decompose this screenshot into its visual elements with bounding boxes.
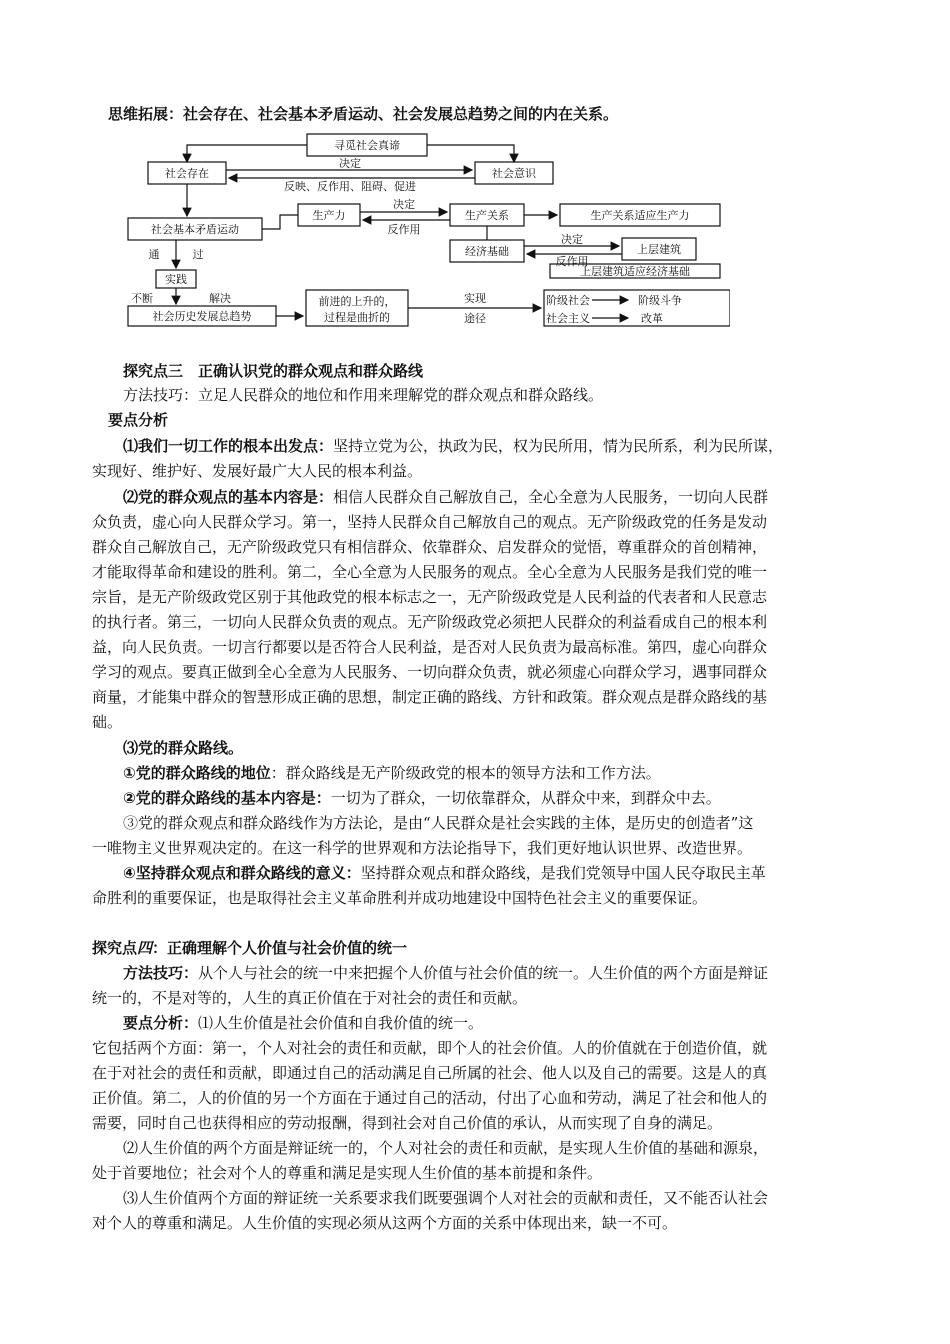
diagram-label: 实践 xyxy=(165,273,187,286)
diagram-label: 实现 xyxy=(464,292,486,305)
diagram-label: 决定 xyxy=(393,198,415,211)
paragraph-line: 正价值。第二，人的价值的另一个方面在于通过自己的活动，付出了心血和劳动，满足了社会和他人的 xyxy=(92,1089,768,1107)
paragraph-line: 要点分析：⑴人生价值是社会价值和自我价值的统一。 xyxy=(123,1014,484,1032)
paragraph-line: 学习的观点。要真正做到全心全意为人民服务、一切向群众负责，就必须虚心向群众学习，遇事同群众 xyxy=(92,663,768,681)
diagram-label: 改革 xyxy=(641,312,663,325)
paragraph-line: 处于首要地位；社会对个人的尊重和满足是实现人生价值的基本前提和条件。 xyxy=(92,1164,603,1182)
diagram-label: 生产关系 xyxy=(465,209,509,222)
diagram-label: 决定 xyxy=(561,233,583,246)
paragraph-line: 群众自己解放自己，无产阶级政党只有相信群众、依靠群众、启发群众的觉悟，尊重群众的首创精神， xyxy=(92,538,768,556)
diagram-label: 阶级斗争 xyxy=(638,294,682,307)
section4-title: 探究点四：正确理解个人价值与社会价值的统一 xyxy=(92,939,408,957)
paragraph-line: ⑴我们一切工作的根本出发点：坚持立党为公，执政为民，权为民所用，情为民所系，利为民所谋， xyxy=(123,437,784,455)
paragraph-line: 它包括两个方面：第一，个人对社会的责任和贡献，即个人的社会价值。人的价值就在于创造价值，就 xyxy=(92,1039,768,1057)
diagram-label: 反映、反作用、阻碍、促进 xyxy=(284,180,416,193)
diagram-label: 生产力 xyxy=(312,209,346,222)
section3-method: 方法技巧：立足人民群众的地位和作用来理解党的群众观点和群众路线。 xyxy=(123,386,604,404)
diagram-label: 途径 xyxy=(464,312,486,325)
diagram-label: 社会意识 xyxy=(492,167,536,180)
paragraph-line: ③党的群众观点和群众路线作为方法论，是由“人民群众是社会实践的主体，是历史的创造者”这 xyxy=(123,814,754,832)
paragraph-line: ⑶党的群众路线。 xyxy=(123,739,244,757)
section-heading: 思维拓展：社会存在、社会基本矛盾运动、社会发展总趋势之间的内在关系。 xyxy=(108,105,619,123)
paragraph-line: 对个人的尊重和满足。人生价值的实现必须从这两个方面的关系中体现出来，缺一不可。 xyxy=(92,1214,678,1232)
paragraph-line: 础。 xyxy=(92,713,123,731)
diagram-label: 决定 xyxy=(339,157,361,170)
diagram-label: 前进的上升的， xyxy=(318,295,396,308)
diagram-label: 社会历史发展总趋势 xyxy=(152,310,252,323)
diagram-label: 生产关系适应生产力 xyxy=(590,209,690,222)
diagram-label: 寻觅社会真谛 xyxy=(334,139,400,152)
paragraph-line: 益，向人民负责。一切言行都要以是否符合人民利益，是否对人民负责为最高标准。第四，虚心向群众 xyxy=(92,638,768,656)
paragraph-line: 宗旨，是无产阶级政党区别于其他政党的根本标志之一，无产阶级政党是人民利益的代表者和人民意志 xyxy=(92,588,768,606)
section3-title: 探究点三 正确认识党的群众观点和群众路线 xyxy=(123,362,424,380)
diagram-label: 解决 xyxy=(209,292,231,305)
diagram-label: 反作用 xyxy=(387,223,421,236)
paragraph-line: 需要，同时自己也获得相应的劳动报酬，得到社会对自己价值的承认，从而实现了自身的满足。 xyxy=(92,1114,723,1132)
paragraph-line: 众负责，虚心向人民群众学习。第一，坚持人民群众自己解放自己的观点。无产阶级政党的任务是发动 xyxy=(92,513,768,531)
paragraph-line: ⑶人生价值两个方面的辩证统一关系要求我们既要强调个人对社会的贡献和责任，又不能否认社会 xyxy=(123,1189,769,1207)
diagram-label: 通 xyxy=(148,248,160,261)
diagram-label: 过 xyxy=(192,248,204,261)
section3-points-title: 要点分析 xyxy=(108,411,169,429)
paragraph-line: ②党的群众路线的基本内容是：一切为了群众，一切依靠群众，从群众中来，到群众中去。 xyxy=(123,789,721,807)
diagram-label: 经济基础 xyxy=(465,245,509,258)
paragraph-line: ⑵人生价值的两个方面是辩证统一的，个人对社会的责任和贡献，是实现人生价值的基础和源泉， xyxy=(123,1139,769,1157)
paragraph-line: ⑵党的群众观点的基本内容是：相信人民群众自己解放自己，全心全意为人民服务，一切向人民群 xyxy=(123,488,769,506)
paragraph-line: 商量，才能集中群众的智慧形成正确的思想，制定正确的路线、方针和政策。群众观点是群众路线的基 xyxy=(92,688,768,706)
paragraph-line: 方法技巧：从个人与社会的统一中来把握个人价值与社会价值的统一。人生价值的两个方面是辩证 xyxy=(123,964,769,982)
paragraph-line: 的执行者。第三，一切向人民群众负责的观点。无产阶级政党必须把人民群众的利益看成自己的根本利 xyxy=(92,613,768,631)
diagram-label: 过程是曲折的 xyxy=(324,311,390,324)
diagram-label: 社会存在 xyxy=(165,167,209,180)
paragraph-line: ①党的群众路线的地位：群众路线是无产阶级政党的根本的领导方法和工作方法。 xyxy=(123,764,661,782)
diagram-label: 社会基本矛盾运动 xyxy=(151,223,239,236)
diagram-label: 不断 xyxy=(131,292,153,305)
paragraph-line: 在于对社会的责任和贡献，即通过自己的活动满足自己所属的社会、他人以及自己的需要。这是人的真 xyxy=(92,1064,768,1082)
diagram-label: 阶级社会 xyxy=(546,294,590,307)
paragraph-line: 统一的，不是对等的，人生的真正价值在于对社会的责任和贡献。 xyxy=(92,989,528,1007)
diagram-label: 反作用 xyxy=(555,255,589,268)
paragraph-line: ④坚持群众观点和群众路线的意义：坚持群众观点和群众路线，是我们党领导中国人民夺取民主革 xyxy=(123,864,766,882)
paragraph-line: 命胜利的重要保证，也是取得社会主义革命胜利并成功地建设中国特色社会主义的重要保证。 xyxy=(92,889,708,907)
paragraph-line: 实现好、维护好、发展好最广大人民的根本利益。 xyxy=(92,462,423,480)
paragraph-line: 才能取得革命和建设的胜利。第二，全心全意为人民服务的观点。全心全意为人民服务是我们党的唯一 xyxy=(92,563,768,581)
paragraph-line: 一唯物主义世界观决定的。在这一科学的世界观和方法论指导下，我们更好地认识世界、改造世界。 xyxy=(92,839,753,857)
relationship-diagram xyxy=(120,132,730,328)
diagram-label: 社会主义 xyxy=(546,312,590,325)
diagram-label: 上层建筑适应经济基础 xyxy=(580,265,690,278)
diagram-label: 上层建筑 xyxy=(637,243,681,256)
